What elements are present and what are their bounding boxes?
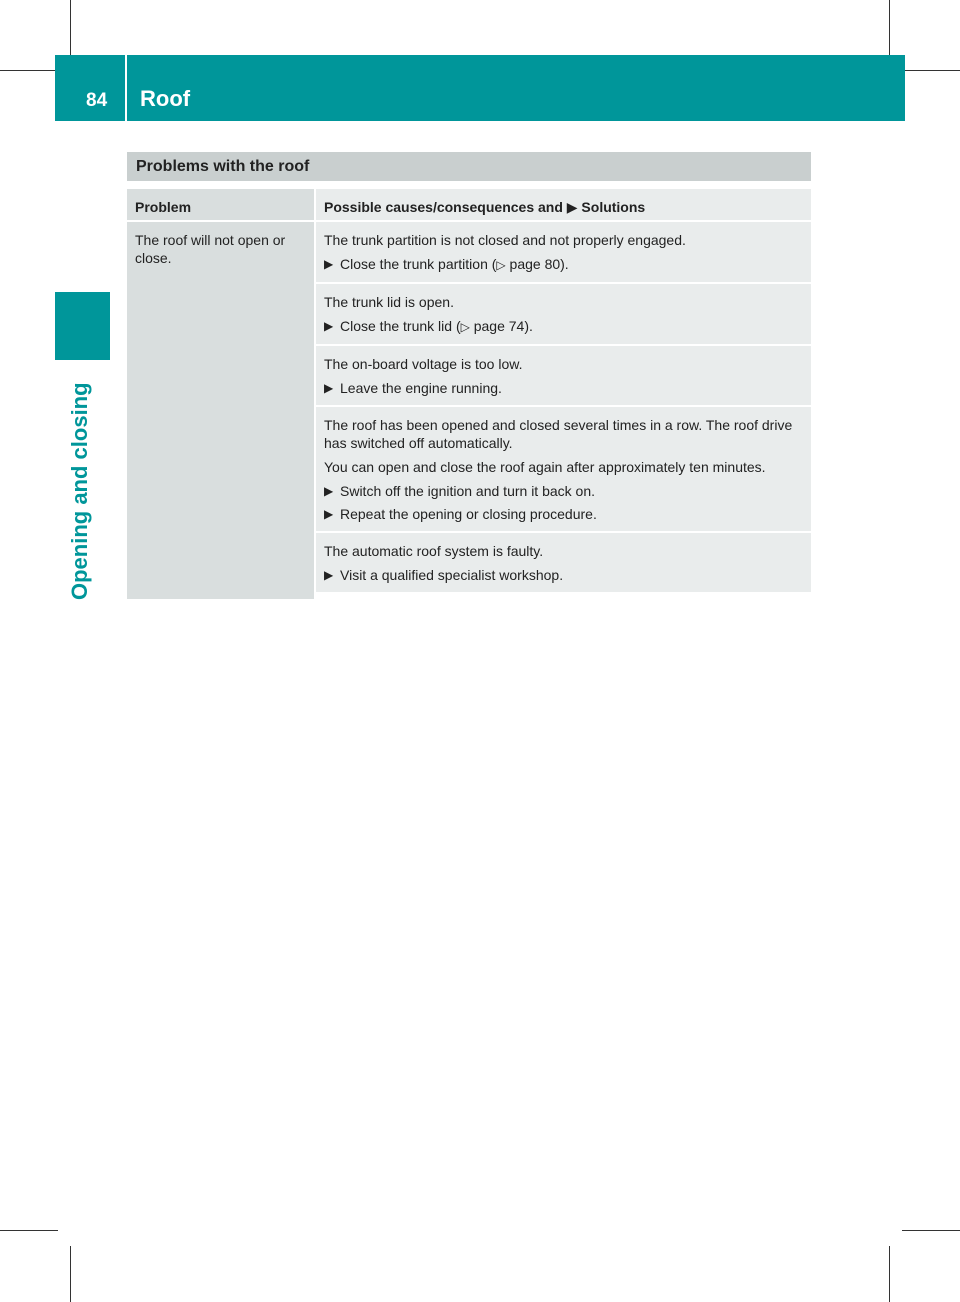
solution-block xyxy=(316,533,811,592)
step-text-main: Switch off the ignition and turn it back on. xyxy=(340,483,596,499)
page-reference[interactable]: page 80). xyxy=(505,256,569,272)
step-arrow-icon: ▶ xyxy=(324,568,334,582)
page-reference-icon: ▷ xyxy=(496,258,506,272)
step-text-main: Close the trunk partition ( xyxy=(340,256,497,272)
column-header-solutions: Possible causes/consequences and ▶ Solutions xyxy=(316,189,811,220)
crop-mark xyxy=(889,1246,890,1302)
cause-text: The on-board voltage is too low. xyxy=(324,356,523,372)
column-header-problem: Problem xyxy=(127,189,314,220)
step-text xyxy=(340,255,569,274)
page-number: 84 xyxy=(86,90,108,111)
table-title: Problems with the roof xyxy=(127,152,811,181)
side-chapter-label: Opening and closing xyxy=(67,382,92,600)
problems-table xyxy=(127,189,811,599)
step-text-main: Close the trunk lid ( xyxy=(340,318,461,334)
solution-step xyxy=(324,255,801,274)
crop-mark xyxy=(70,0,71,58)
solutions-column xyxy=(316,222,811,599)
cause-text: The roof has been opened and closed several times in a row. The roof drive has switched off automatically. xyxy=(324,417,793,451)
solution-block xyxy=(316,407,811,531)
header-separator xyxy=(125,55,127,121)
solution-step xyxy=(324,317,801,336)
solution-block xyxy=(316,222,811,282)
page-reference-icon: ▷ xyxy=(460,320,470,334)
step-arrow-icon: ▶ xyxy=(324,507,334,521)
step-text-main: Leave the engine running. xyxy=(340,380,502,396)
problem-cell: The roof will not open or close. xyxy=(127,222,314,599)
step-text xyxy=(340,482,595,500)
solution-step xyxy=(324,379,801,397)
crop-mark xyxy=(70,1246,71,1302)
step-text-main: Repeat the opening or closing procedure. xyxy=(340,506,597,522)
solution-step xyxy=(324,505,801,523)
crop-mark xyxy=(902,1230,960,1231)
step-text xyxy=(340,566,563,584)
solution-block xyxy=(316,284,811,344)
step-arrow-icon: ▶ xyxy=(324,484,334,498)
cause-text: You can open and close the roof again after approximately ten minutes. xyxy=(324,459,766,475)
step-text-main: Visit a qualified specialist workshop. xyxy=(340,567,564,583)
crop-mark xyxy=(902,70,960,71)
cause-text: The trunk partition is not closed and not properly engaged. xyxy=(324,232,686,248)
step-text xyxy=(340,505,597,523)
crop-mark xyxy=(0,1230,58,1231)
crop-mark xyxy=(0,70,58,71)
cause-text: The trunk lid is open. xyxy=(324,294,454,310)
step-text xyxy=(340,379,502,397)
solution-step xyxy=(324,482,801,500)
step-arrow-icon: ▶ xyxy=(324,319,334,333)
step-text xyxy=(340,317,533,336)
table-row xyxy=(127,222,811,599)
crop-mark xyxy=(889,0,890,58)
solution-block xyxy=(316,346,811,405)
step-arrow-icon: ▶ xyxy=(324,257,334,271)
section-title: Roof xyxy=(140,86,191,111)
step-arrow-icon: ▶ xyxy=(324,381,334,395)
page-reference[interactable]: page 74). xyxy=(469,318,533,334)
cause-text: The automatic roof system is faulty. xyxy=(324,543,544,559)
table-header-row xyxy=(127,189,811,220)
solution-step xyxy=(324,566,801,584)
